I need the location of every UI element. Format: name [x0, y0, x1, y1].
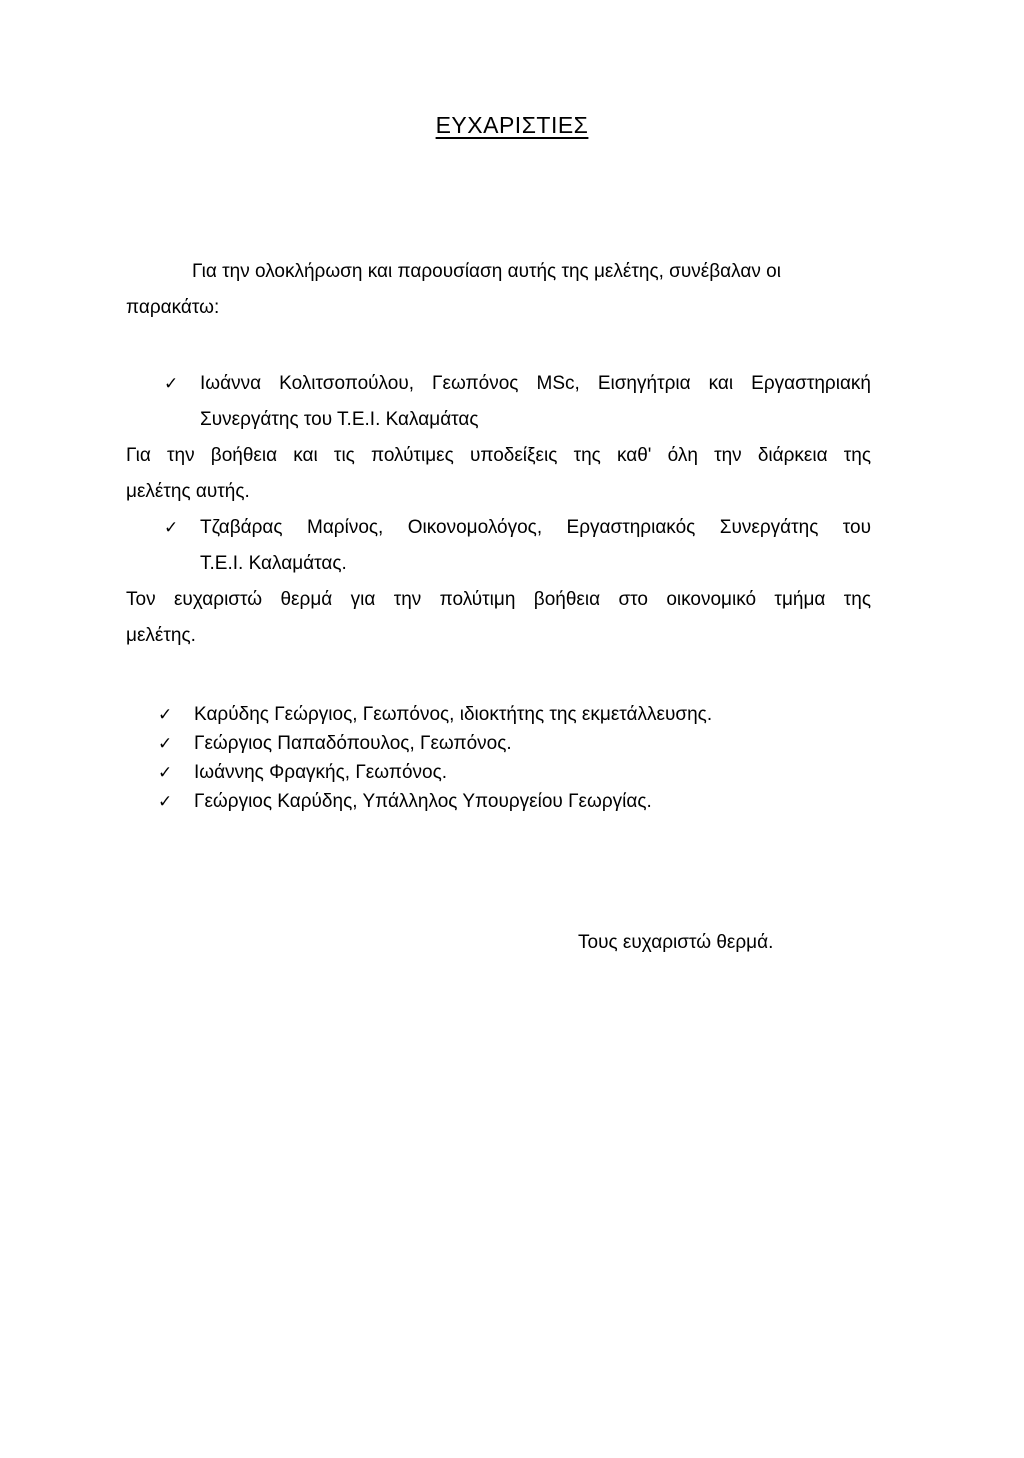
list-item — [126, 729, 871, 758]
list-item — [126, 758, 871, 787]
check-icon: ✓ — [164, 374, 179, 393]
closing-line: Τους ευχαριστώ θερμά. — [578, 932, 774, 953]
list-item-text: Γεώργιος Καρύδης, Υπάλληλος Υπουργείου Γεωργίας. — [194, 791, 652, 812]
list-item-text: Γεώργιος Παπαδόπουλος, Γεωπόνος. — [194, 733, 512, 754]
intro-paragraph — [126, 254, 871, 326]
check-icon: ✓ — [158, 734, 173, 753]
list-item-text: Ιωάννης Φραγκής, Γεωπόνος. — [194, 762, 448, 783]
list-item-text: Καρύδης Γεώργιος, Γεωπόνος, ιδιοκτήτης της εκμετάλλευσης. — [194, 704, 713, 725]
ack-2-thanks-line-1: Τον ευχαριστώ θερμά για την πολύτιμη βοήθεια στο οικονομικό τμήμα της — [126, 589, 871, 610]
ack-1-thanks-line-2: μελέτης αυτής. — [126, 481, 250, 502]
check-icon: ✓ — [158, 792, 173, 811]
ack-2-thanks-line-2: μελέτης. — [126, 625, 196, 646]
ack-item-1 — [126, 366, 871, 438]
ack-1-thanks-line-1: Για την βοήθεια και τις πολύτιμες υποδείξεις της καθ' όλη την διάρκεια της — [126, 445, 871, 466]
check-icon: ✓ — [164, 518, 179, 537]
intro-line-2: παρακάτω: — [126, 297, 220, 318]
ack-1-name-line-2: Συνεργάτης του Τ.Ε.Ι. Καλαμάτας — [200, 409, 479, 430]
check-icon: ✓ — [158, 763, 173, 782]
page-title: ΕΥΧΑΡΙΣΤΙΕΣ — [435, 112, 589, 138]
check-icon: ✓ — [158, 705, 173, 724]
ack-item-2 — [126, 510, 871, 582]
acknowledgements-detailed — [126, 366, 871, 654]
ack-2-name-line-2: Τ.Ε.Ι. Καλαμάτας. — [200, 553, 347, 574]
acknowledgements-list — [126, 700, 871, 816]
intro-line-1: Για την ολοκλήρωση και παρουσίαση αυτής της μελέτης, συνέβαλαν οι — [192, 261, 781, 282]
ack-2-name-line-1: Τζαβάρας Μαρίνος, Οικονομολόγος, Εργαστηριακός Συνεργάτης του — [200, 517, 871, 538]
list-item — [126, 787, 871, 816]
list-item — [126, 700, 871, 729]
ack-1-name-line-1: Ιωάννα Κολιτσοπούλου, Γεωπόνος MSc, Εισηγήτρια και Εργαστηριακή — [200, 373, 871, 394]
